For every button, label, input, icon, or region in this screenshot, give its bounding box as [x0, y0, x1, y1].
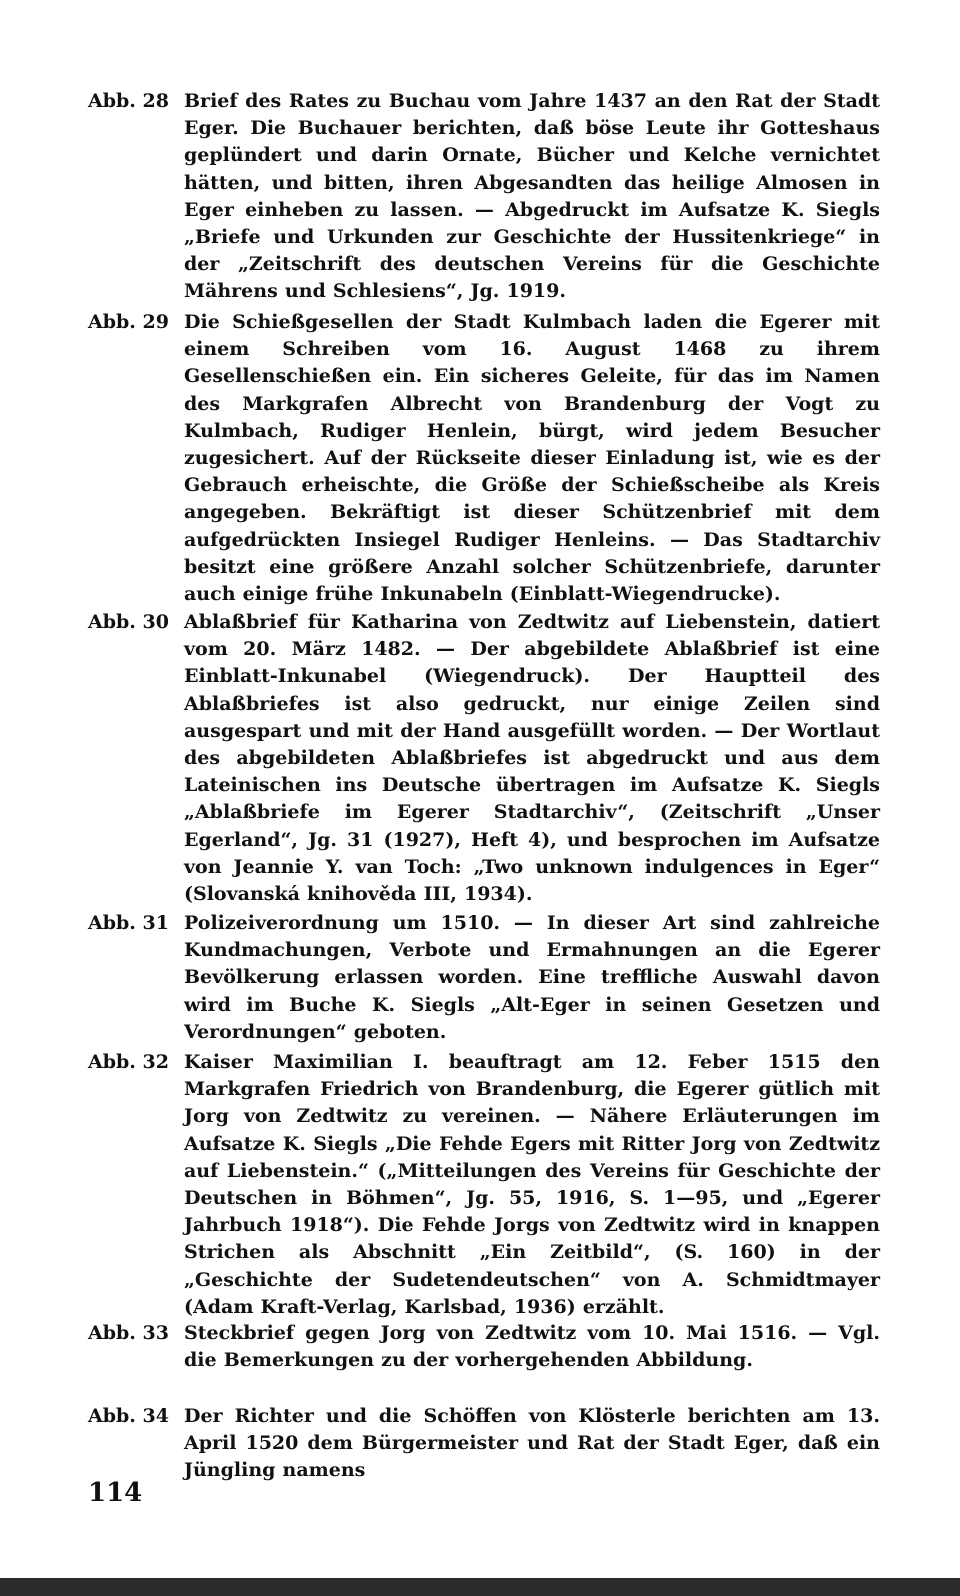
- entry-abb-31: [88, 910, 880, 1046]
- entry-label: Abb. 28: [88, 90, 169, 112]
- entry-label: Abb. 29: [88, 311, 169, 333]
- entry-text: Steckbrief gegen Jorg von Zedtwitz vom 10. Mai 1516. — Vgl. die Bemerkungen zu der vorhergehenden Abbildung.: [184, 1322, 880, 1372]
- page-number: 114: [88, 1478, 143, 1508]
- entry-label: Abb. 32: [88, 1051, 169, 1073]
- entry-abb-28: [88, 88, 880, 306]
- entry-abb-33: [88, 1320, 880, 1374]
- entry-text: Kaiser Maximilian I. beauftragt am 12. Feber 1515 den Markgrafen Friedrich von Brandenburg, die Egerer gütlich mit Jorg von Zedtwitz zu vereinen. — Nähere Erläuterungen im Aufsatze K. Siegls „Die Fehde Egers mit Ritter Jorg von Zedtwitz auf Liebenstein.“ („Mitteilungen des Vereins für Geschichte der Deutschen in Böhmen“, Jg. 55, 1916, S. 1—95, und „Egerer Jahrbuch 1918“). Die Fehde Jorgs von Zedtwitz wird in knappen Strichen als Abschnitt „Ein Zeitbild“, (S. 160) in der „Geschichte der Sudetendeutschen“ von A. Schmidtmayer (Adam Kraft-Verlag, Karlsbad, 1936) erzählt.: [184, 1051, 880, 1318]
- entry-abb-32: [88, 1049, 880, 1321]
- entry-text: Der Richter und die Schöffen von Klösterle berichten am 13. April 1520 dem Bürgermeister und Rat der Stadt Eger, daß ein Jüngling namens: [184, 1405, 880, 1482]
- entry-abb-30: [88, 609, 880, 908]
- scan-edge: [0, 1578, 960, 1596]
- entry-label: Abb. 31: [88, 912, 169, 934]
- entry-text: Polizeiverordnung um 1510. — In dieser Art sind zahlreiche Kundmachungen, Verbote und Ermahnungen an die Egerer Bevölkerung erlassen worden. Eine treffliche Auswahl davon wird im Buche K. Siegls „Alt-Eger in seinen Gesetzen und Verordnungen“ geboten.: [184, 912, 880, 1043]
- entry-label: Abb. 34: [88, 1405, 169, 1427]
- entry-label: Abb. 30: [88, 611, 169, 633]
- entry-label: Abb. 33: [88, 1322, 169, 1344]
- entry-abb-34: [88, 1403, 880, 1485]
- entry-text: Brief des Rates zu Buchau vom Jahre 1437 an den Rat der Stadt Eger. Die Buchauer berichten, daß böse Leute ihr Gotteshaus geplündert und darin Ornate, Bücher und Kelche vernichtet hätten, und bitten, ihren Abgesandten das heilige Almosen in Eger einheben zu lassen. — Abgedruckt im Aufsatze K. Siegls „Briefe und Urkunden zur Geschichte der Hussitenkriege“ in der „Zeitschrift des deutschen Vereins für die Geschichte Mährens und Schlesiens“, Jg. 1919.: [184, 90, 880, 303]
- entry-abb-29: [88, 309, 880, 608]
- entry-text: Ablaßbrief für Katharina von Zedtwitz auf Liebenstein, datiert vom 20. März 1482. — Der abgebildete Ablaßbrief ist eine Einblatt-Inkunabel (Wiegendruck). Der Hauptteil des Ablaßbriefes ist also gedruckt, nur einige Zeilen sind ausgespart und mit der Hand ausgefüllt worden. — Der Wortlaut des abgebildeten Ablaßbriefes ist abgedruckt und aus dem Lateinischen ins Deutsche übertragen im Aufsatze K. Siegls „Ablaßbriefe im Egerer Stadtarchiv“, (Zeitschrift „Unser Egerland“, Jg. 31 (1927), Heft 4), und besprochen im Aufsatze von Jeannie Y. van Toch: „Two unknown indulgences in Eger“ (Slovanská knihověda III, 1934).: [184, 611, 880, 906]
- entry-text: Die Schießgesellen der Stadt Kulmbach laden die Egerer mit einem Schreiben vom 16. August 1468 zu ihrem Gesellenschießen ein. Ein sicheres Geleite, für das im Namen des Markgrafen Albrecht von Brandenburg der Vogt zu Kulmbach, Rudiger Henlein, bürgt, wird jedem Besucher zugesichert. Auf der Rückseite dieser Einladung ist, wie es der Gebrauch erheischte, die Größe der Schießscheibe als Kreis angegeben. Bekräftigt ist dieser Schützenbrief mit dem aufgedrückten Insiegel Rudiger Henleins. — Das Stadtarchiv besitzt eine größere Anzahl solcher Schützenbriefe, darunter auch einige frühe Inkunabeln (Einblatt-Wiegendrucke).: [184, 311, 880, 606]
